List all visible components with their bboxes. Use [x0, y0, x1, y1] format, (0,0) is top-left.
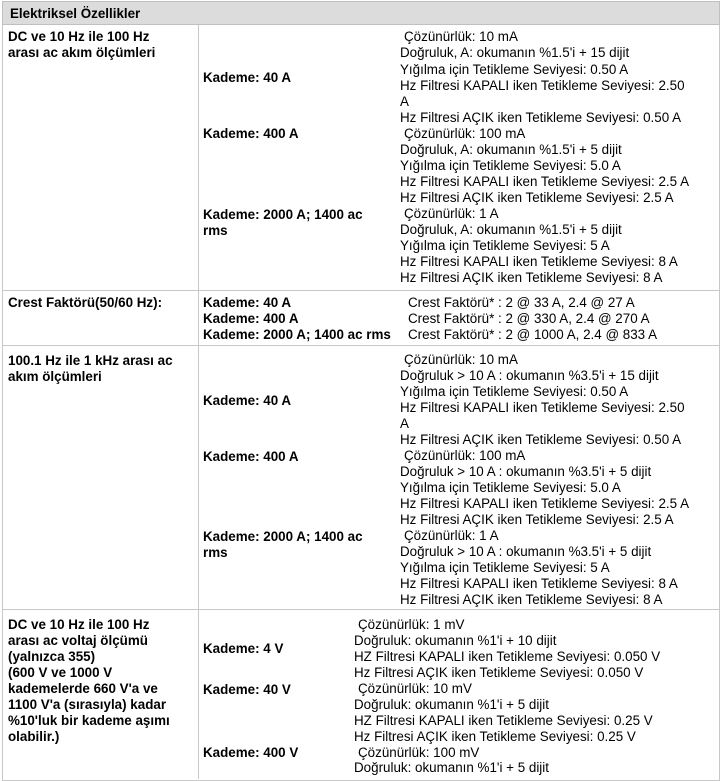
- spec-line: Doğruluk > 10 A : okumanın %3.5'i + 5 dijit: [400, 464, 652, 479]
- spec-line: Çözünürlük: 100 mA: [404, 126, 526, 141]
- table-title: Elektriksel Özellikler: [10, 6, 141, 21]
- spec-line: Yığılma için Tetikleme Seviyesi: 5.0 A: [400, 158, 621, 173]
- spec-line: Crest Faktörü* : 2 @ 1000 A, 2.4 @ 833 A: [408, 327, 658, 342]
- section-title: Crest Faktörü(50/60 Hz):: [8, 295, 163, 310]
- spec-line: A: [400, 94, 409, 109]
- section-title: DC ve 10 Hz ile 100 Hz: [8, 617, 150, 632]
- section-title: kademelerde 660 V'a ve: [8, 681, 158, 696]
- table-header: [2, 1, 720, 25]
- row-divider: [2, 345, 720, 346]
- spec-line: A: [400, 416, 409, 431]
- spec-line: Hz Filtresi KAPALI iken Tetikleme Seviyesi: 2.5 A: [400, 496, 690, 511]
- spec-line: Hz Filtresi KAPALI iken Tetikleme Seviyesi: 2.50: [400, 400, 685, 415]
- spec-line: Hz Filtresi KAPALI iken Tetikleme Seviyesi: 8 A: [400, 576, 678, 591]
- section-title: akım ölçümleri: [8, 369, 102, 384]
- spec-line: Yığılma için Tetikleme Seviyesi: 5 A: [400, 238, 610, 253]
- spec-line: Çözünürlük: 10 mV: [358, 681, 472, 696]
- spec-line: Yığılma için Tetikleme Seviyesi: 0.50 A: [400, 384, 629, 399]
- spec-line: Crest Faktörü* : 2 @ 330 A, 2.4 @ 270 A: [408, 311, 650, 326]
- spec-line: Yığılma için Tetikleme Seviyesi: 5.0 A: [400, 480, 621, 495]
- spec-line: Hz Filtresi AÇIK iken Tetikleme Seviyesi: 0.25 V: [354, 729, 636, 744]
- section-title: 100.1 Hz ile 1 kHz arası ac: [8, 353, 173, 368]
- section-title: DC ve 10 Hz ile 100 Hz: [8, 29, 150, 44]
- range-label: Kademe: 40 A: [203, 393, 292, 408]
- spec-line: Hz Filtresi AÇIK iken Tetikleme Seviyesi: 0.50 A: [400, 110, 682, 125]
- section-title: %10'luk bir kademe aşımı: [8, 713, 170, 728]
- spec-line: Çözünürlük: 1 A: [404, 528, 499, 543]
- spec-line: Hz Filtresi KAPALI iken Tetikleme Seviyesi: 8 A: [400, 254, 678, 269]
- column-divider: [198, 25, 199, 290]
- spec-line: Hz Filtresi AÇIK iken Tetikleme Seviyesi: 2.5 A: [400, 512, 674, 527]
- column-divider: [198, 609, 199, 779]
- spec-line: Çözünürlük: 1 A: [404, 206, 499, 221]
- spec-line: Hz Filtresi AÇIK iken Tetikleme Seviyesi: 2.5 A: [400, 190, 674, 205]
- range-label: Kademe: 2000 A; 1400 ac: [203, 207, 363, 222]
- row-divider: [2, 609, 720, 610]
- spec-line: Crest Faktörü* : 2 @ 33 A, 2.4 @ 27 A: [408, 295, 635, 310]
- range-label: rms: [203, 223, 228, 238]
- spec-line: Doğruluk: okumanın %1'i + 5 dijit: [354, 760, 549, 775]
- spec-line: Hz Filtresi AÇIK iken Tetikleme Seviyesi: 0.50 A: [400, 432, 682, 447]
- range-label: Kademe: 2000 A; 1400 ac: [203, 529, 363, 544]
- section-title: arası ac voltaj ölçümü: [8, 633, 148, 648]
- spec-line: Çözünürlük: 10 mA: [404, 352, 518, 367]
- spec-line: Çözünürlük: 1 mV: [358, 617, 465, 632]
- spec-line: Doğruluk, A: okumanın %1.5'i + 5 dijit: [400, 142, 622, 157]
- column-divider: [198, 290, 199, 345]
- spec-line: Yığılma için Tetikleme Seviyesi: 0.50 A: [400, 62, 629, 77]
- range-label: Kademe: 2000 A; 1400 ac rms: [203, 327, 391, 342]
- spec-line: Doğruluk, A: okumanın %1.5'i + 5 dijit: [400, 222, 622, 237]
- range-label: Kademe: 40 A: [203, 295, 292, 310]
- section-title: (yalnızca 355): [8, 649, 96, 664]
- range-label: Kademe: 4 V: [203, 641, 284, 656]
- spec-line: Yığılma için Tetikleme Seviyesi: 5 A: [400, 560, 610, 575]
- spec-line: Doğruluk > 10 A : okumanın %3.5'i + 5 dijit: [400, 544, 652, 559]
- spec-line: Doğruluk, A: okumanın %1.5'i + 15 dijit: [400, 45, 630, 60]
- section-title: (600 V ve 1000 V: [8, 665, 113, 680]
- range-label: Kademe: 400 V: [203, 745, 299, 760]
- spec-line: Hz Filtresi AÇIK iken Tetikleme Seviyesi: 8 A: [400, 270, 663, 285]
- spec-line: Doğruluk: okumanın %1'i + 10 dijit: [354, 633, 557, 648]
- spec-line: Doğruluk > 10 A : okumanın %3.5'i + 15 dijit: [400, 368, 659, 383]
- spec-line: Hz Filtresi KAPALI iken Tetikleme Seviyesi: 2.50: [400, 78, 685, 93]
- spec-line: Çözünürlük: 100 mA: [404, 448, 526, 463]
- range-label: Kademe: 40 A: [203, 70, 292, 85]
- range-label: Kademe: 40 V: [203, 682, 291, 697]
- range-label: rms: [203, 545, 228, 560]
- column-divider: [198, 345, 199, 609]
- spec-line: HZ Filtresi KAPALI iken Tetikleme Seviyesi: 0.050 V: [354, 649, 661, 664]
- spec-line: Hz Filtresi KAPALI iken Tetikleme Seviyesi: 2.5 A: [400, 174, 690, 189]
- section-title: 1100 V'a (sırasıyla) kadar: [8, 697, 167, 712]
- spec-line: Hz Filtresi AÇIK iken Tetikleme Seviyesi: 0.050 V: [354, 665, 644, 680]
- spec-line: HZ Filtresi KAPALI iken Tetikleme Seviyesi: 0.25 V: [354, 713, 653, 728]
- range-label: Kademe: 400 A: [203, 126, 299, 141]
- section-title: olabilir.): [8, 729, 60, 744]
- range-label: Kademe: 400 A: [203, 311, 299, 326]
- range-label: Kademe: 400 A: [203, 449, 299, 464]
- spec-line: Çözünürlük: 100 mV: [358, 745, 480, 760]
- spec-line: Hz Filtresi AÇIK iken Tetikleme Seviyesi: 8 A: [400, 592, 663, 607]
- spec-line: Çözünürlük: 10 mA: [404, 29, 518, 44]
- row-divider: [2, 290, 720, 291]
- spec-line: Doğruluk: okumanın %1'i + 5 dijit: [354, 697, 549, 712]
- section-title: arası ac akım ölçümleri: [8, 45, 156, 60]
